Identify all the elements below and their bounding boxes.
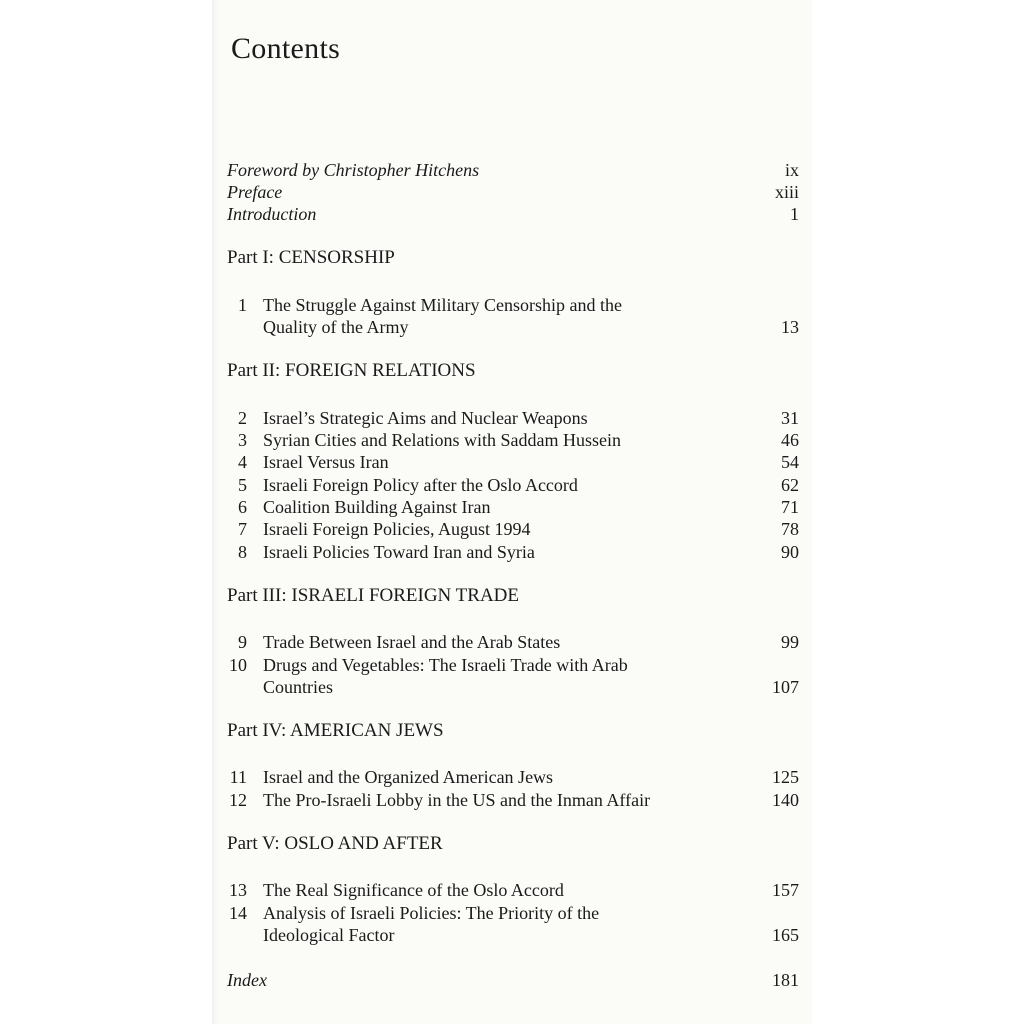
chapter-number: 7 [238,519,247,539]
chapter-number: 5 [238,475,247,495]
chapter-number: 6 [238,497,247,517]
entry-page: 99 [781,632,799,652]
toc-chapter-8[interactable] [227,541,799,563]
chapter-title: Trade Between Israel and the Arab States [263,632,561,652]
entry-page: ix [784,160,799,180]
entry-page: 140 [772,790,799,810]
chapter-number: 3 [238,430,247,450]
entry-label: Index [227,970,267,990]
toc-chapter-5[interactable] [227,474,799,496]
chapter-title: Coalition Building Against Iran [263,497,491,517]
toc-entry-preface[interactable] [227,181,799,203]
entry-page: 157 [772,880,799,900]
entry-page: 46 [781,430,799,450]
chapter-title: Israel’s Strategic Aims and Nuclear Weapons [263,408,588,428]
part-heading: Part I: CENSORSHIP [227,247,395,268]
entry-page: 165 [772,925,799,945]
toc-chapter-2[interactable] [227,407,799,429]
chapter-title: Syrian Cities and Relations with Saddam Hussein [263,430,621,450]
chapter-number: 14 [229,903,247,923]
entry-page: 31 [781,408,799,428]
chapter-title: Israel Versus Iran [263,452,389,472]
chapter-title: Drugs and Vegetables: The Israeli Trade with Arab [263,655,628,675]
entry-page: 90 [781,542,799,562]
entry-page: 13 [781,317,799,337]
chapter-title: Israel and the Organized American Jews [263,767,554,787]
page-edge [212,0,218,1024]
chapter-title: Countries [263,677,333,697]
chapter-title: Israeli Foreign Policies, August 1994 [263,519,531,539]
toc-chapter-6[interactable] [227,496,799,518]
entry-page: 107 [772,677,799,697]
chapter-number: 1 [238,295,247,315]
chapter-number: 10 [229,655,247,675]
chapter-title: The Real Significance of the Oslo Accord [263,880,564,900]
chapter-number: 2 [238,408,247,428]
entry-page: 71 [781,497,799,517]
chapter-title: Ideological Factor [263,925,395,945]
chapter-number: 8 [238,542,247,562]
chapter-title: Israeli Foreign Policy after the Oslo Accord [263,475,578,495]
chapter-number: 11 [229,767,247,787]
page-title: Contents [231,32,341,65]
entry-page: 54 [781,452,799,472]
chapter-number: 9 [238,632,247,652]
toc-chapter-14[interactable] [227,902,799,924]
entry-page: 181 [772,970,799,990]
entry-page: 125 [772,767,799,787]
toc-chapter-11[interactable] [227,766,799,788]
entry-page: xiii [774,182,799,202]
chapter-number: 4 [238,452,247,472]
toc-chapter-12[interactable] [227,789,799,811]
chapter-number: 12 [229,790,247,810]
chapter-number: 13 [229,880,247,900]
toc-chapter-3[interactable] [227,429,799,451]
entry-page: 78 [781,519,799,539]
toc-chapter-10[interactable] [227,654,799,676]
part-heading: Part III: ISRAELI FOREIGN TRADE [227,585,520,606]
toc-entry-foreword[interactable] [227,159,799,181]
part-heading: Part II: FOREIGN RELATIONS [227,360,476,381]
part-heading: Part IV: AMERICAN JEWS [227,720,444,741]
part-heading: Part V: OSLO AND AFTER [227,833,443,854]
toc-chapter-4[interactable] [227,451,799,473]
book-page [212,0,812,1024]
toc-chapter-10-cont[interactable] [227,676,799,698]
chapter-title: Quality of the Army [263,317,409,337]
entry-page: 1 [790,204,799,224]
toc-entry-introduction[interactable] [227,203,799,225]
entry-label: Foreword by Christopher Hitchens [227,160,480,180]
toc-chapter-13[interactable] [227,879,799,901]
entry-page: 62 [781,475,799,495]
toc-chapter-7[interactable] [227,518,799,540]
toc-entry-index[interactable] [227,969,799,991]
chapter-title: The Pro-Israeli Lobby in the US and the Inman Affair [263,790,651,810]
toc-chapter-9[interactable] [227,631,799,653]
chapter-title: The Struggle Against Military Censorship and the [263,295,622,315]
toc-chapter-1-cont[interactable] [227,316,799,338]
toc-chapter-1[interactable] [227,294,799,316]
entry-label: Preface [227,182,283,202]
entry-label: Introduction [227,204,317,224]
toc-chapter-14-cont[interactable] [227,924,799,946]
chapter-title: Analysis of Israeli Policies: The Priority of the [263,903,600,923]
chapter-title: Israeli Policies Toward Iran and Syria [263,542,535,562]
